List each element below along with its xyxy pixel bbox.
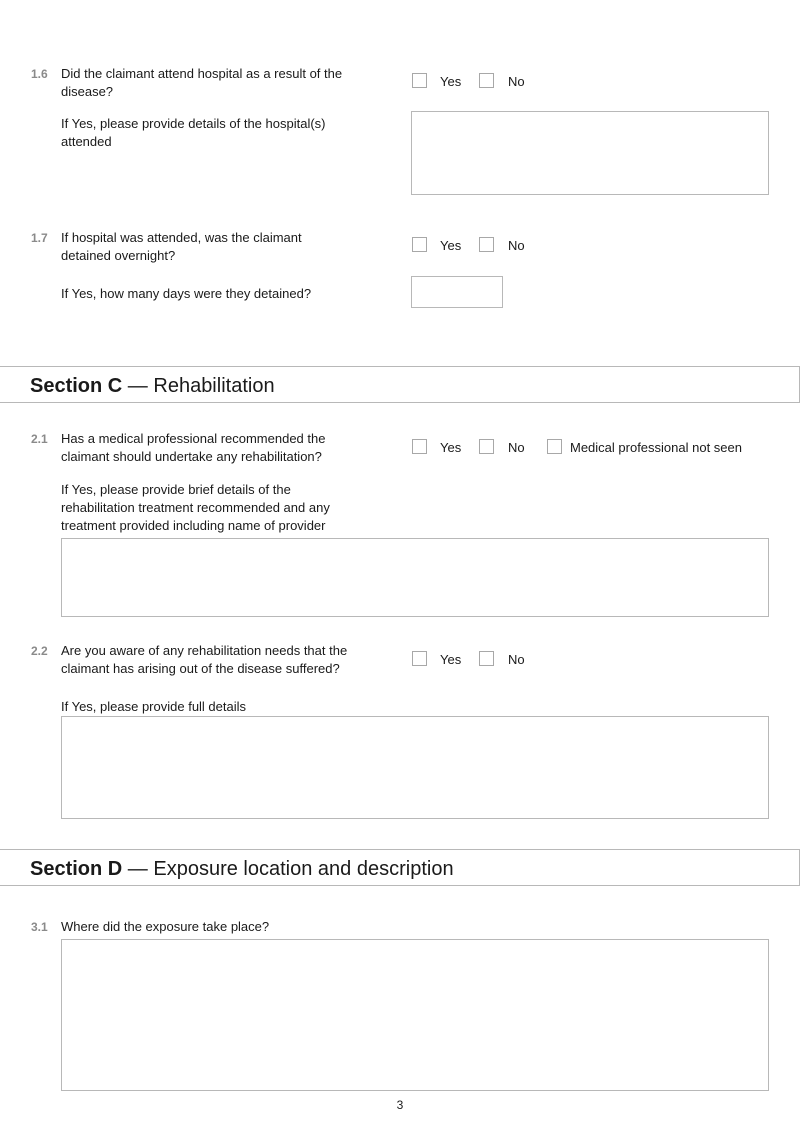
section-title: [30, 857, 454, 881]
yes-checkbox[interactable]: [412, 237, 427, 252]
followup-text: If Yes, how many days were they detained?: [61, 286, 312, 301]
yes-checkbox[interactable]: [412, 651, 427, 666]
hospital-details-field[interactable]: [411, 111, 769, 195]
section-c-header: [0, 366, 800, 403]
yes-label: Yes: [440, 74, 462, 89]
question-number: 1.7: [31, 231, 48, 245]
no-label: No: [508, 238, 525, 253]
no-label: No: [508, 440, 525, 455]
no-checkbox[interactable]: [479, 73, 494, 88]
followup-text: If Yes, please provide full details: [61, 699, 247, 714]
no-label: No: [508, 652, 525, 667]
question-text: Are you aware of any rehabilitation needs that the claimant has arising out of the disease suffered?: [61, 643, 348, 676]
question-text: Did the claimant attend hospital as a result of the disease?: [61, 66, 343, 99]
followup-text: If Yes, please provide details of the hospital(s) attended: [61, 116, 326, 149]
section-name: Exposure location and description: [153, 858, 454, 880]
not-seen-label: Medical professional not seen: [570, 440, 742, 455]
yes-label: Yes: [440, 238, 462, 253]
question-number: 3.1: [31, 920, 48, 934]
section-label: Section D: [30, 858, 123, 880]
section-label: Section C: [30, 375, 123, 397]
section-title: [30, 374, 275, 398]
yes-label: Yes: [440, 652, 462, 667]
section-dash: —: [122, 858, 154, 880]
yes-checkbox[interactable]: [412, 439, 427, 454]
question-text: Has a medical professional recommended the claimant should undertake any rehabilitation?: [61, 431, 326, 464]
no-checkbox[interactable]: [479, 237, 494, 252]
rehabilitation-details-field[interactable]: [61, 538, 769, 617]
not-seen-checkbox[interactable]: [547, 439, 562, 454]
section-name: Rehabilitation: [153, 375, 275, 397]
followup-text: If Yes, please provide brief details of the rehabilitation treatment recommended and any treatment provided including name of provider: [61, 482, 330, 533]
rehabilitation-needs-field[interactable]: [61, 716, 769, 819]
question-text: If hospital was attended, was the claimant detained overnight?: [61, 230, 302, 263]
section-d-header: [0, 849, 800, 886]
question-number: 2.2: [31, 644, 48, 658]
days-detained-field[interactable]: [411, 276, 503, 308]
section-dash: —: [122, 375, 154, 397]
question-number: 2.1: [31, 432, 48, 446]
no-label: No: [508, 74, 525, 89]
question-text: Where did the exposure take place?: [61, 919, 270, 934]
no-checkbox[interactable]: [479, 439, 494, 454]
no-checkbox[interactable]: [479, 651, 494, 666]
page-number: 3: [396, 1098, 404, 1112]
question-number: 1.6: [31, 67, 48, 81]
yes-checkbox[interactable]: [412, 73, 427, 88]
exposure-location-field[interactable]: [61, 939, 769, 1091]
yes-label: Yes: [440, 440, 462, 455]
